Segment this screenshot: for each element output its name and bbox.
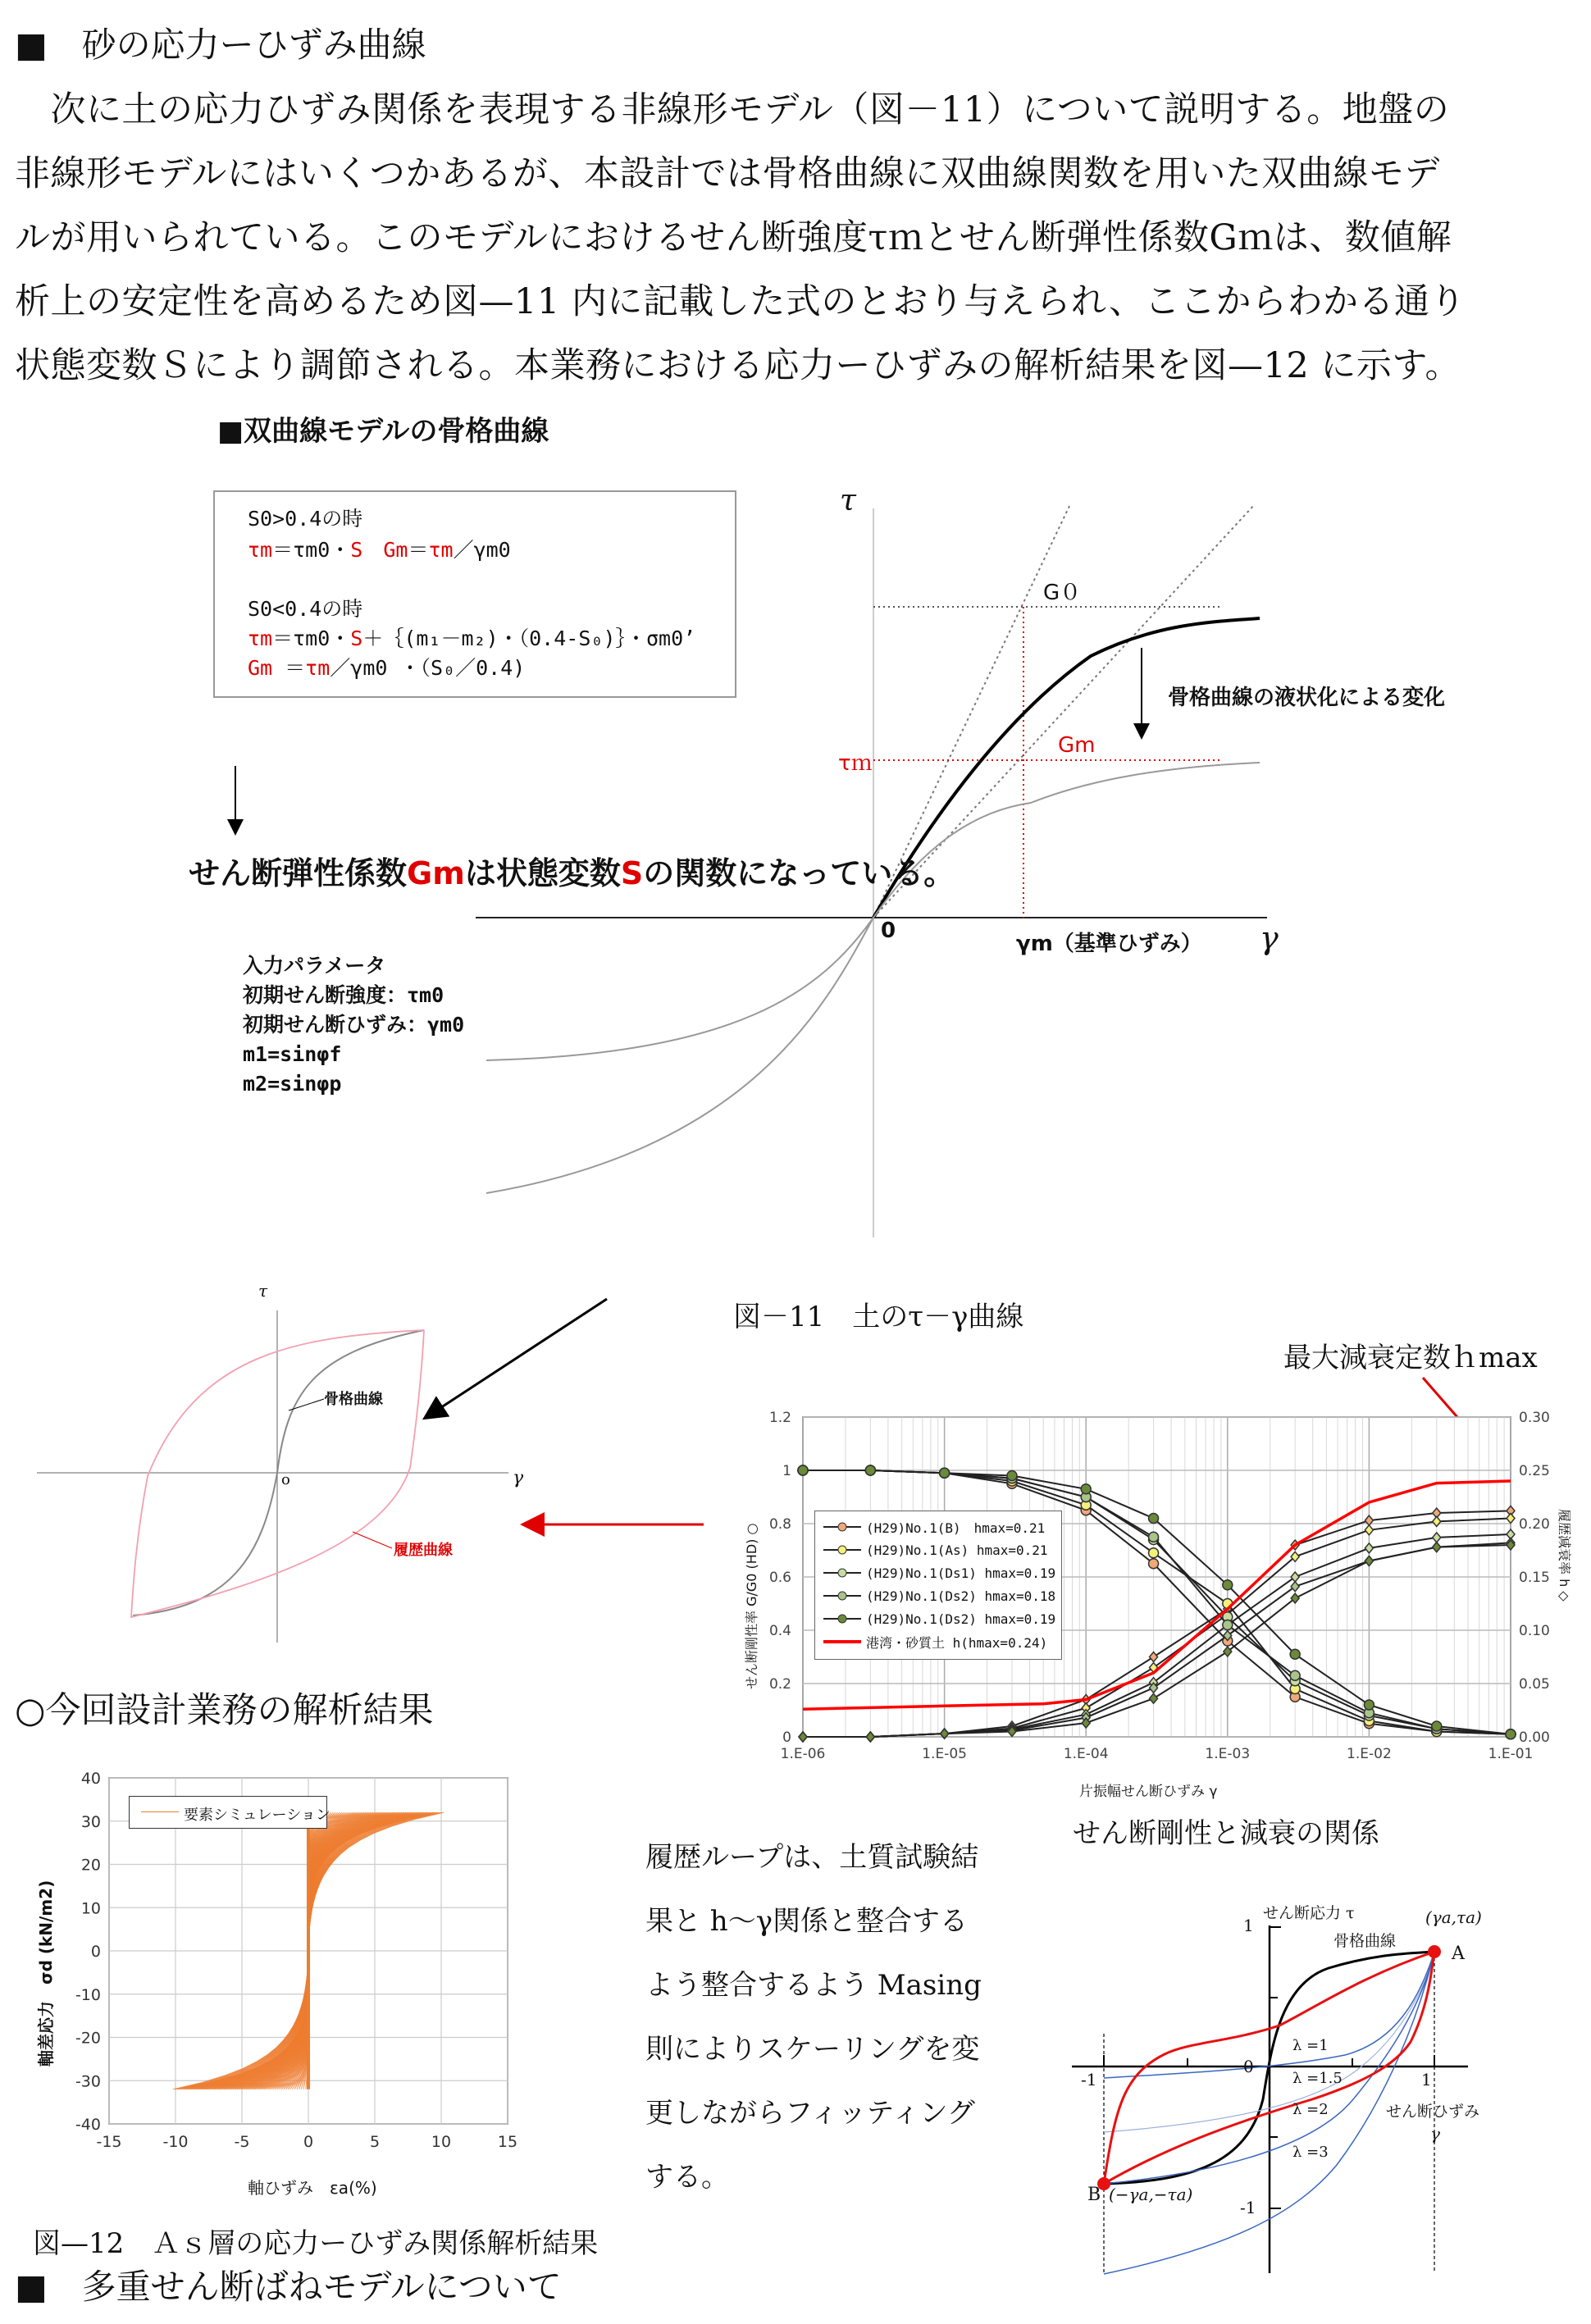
ss-y-axis-label: 軸差応力 σd (kN/m2) (36, 1880, 56, 2067)
legend-item (823, 1516, 1045, 1538)
x-tick-label: -5 (234, 2133, 250, 2151)
y-axis-label: せん断剛性率 G/G0 (HD) ○ (744, 1523, 759, 1689)
g-data-point (1506, 1729, 1516, 1739)
legend-swatch (823, 1521, 861, 1533)
statement-segment: の関数になっている。 (643, 855, 955, 891)
formula-segment (362, 538, 383, 562)
g-data-point (798, 1465, 808, 1475)
skeleton-curve-label: 骨格曲線 (324, 1391, 383, 1408)
formula-line (248, 597, 362, 622)
x-tick-label: -10 (162, 2133, 189, 2151)
g-data-point (1149, 1548, 1159, 1558)
masing-xtick: -1 (1081, 2070, 1097, 2089)
paragraph-line: 析上の安定性を高めるため図—11 内に記載した式のとおり与えられ、ここからわかる通り (15, 281, 1466, 322)
figure-subtitle: ■双曲線モデルの骨格曲線 (217, 415, 549, 448)
small-tau-label: τ (258, 1281, 268, 1301)
results-heading: ○今回設計業務の解析結果 (15, 1690, 434, 1731)
y-tick-label: 1.2 (768, 1410, 791, 1426)
y-tick-label: 0.2 (768, 1676, 791, 1693)
y2-tick-label: 0.05 (1519, 1676, 1550, 1693)
legend-swatch (823, 1613, 861, 1625)
point-b-label: B (1087, 2185, 1101, 2205)
masing-ytick: 1 (1243, 1916, 1254, 1935)
figure-11-caption: 図－11 土のτ－γ曲線 (733, 1301, 1024, 1333)
formula-segment: ＝τm0・ (272, 538, 351, 562)
input-param: m2=sinφp (243, 1072, 342, 1096)
g-data-point (1364, 1700, 1374, 1710)
formula-line (248, 507, 362, 531)
lambda-label: λ =2 (1292, 2101, 1329, 2118)
hmax-label: 最大減衰定数ｈmax (1283, 1342, 1538, 1374)
gamma-m-label: γm（基準ひずみ） (1016, 932, 1202, 956)
input-param: m1=sinφf (243, 1042, 342, 1066)
explanation-line: 履歴ループは、土質試験結 (645, 1841, 979, 1874)
ss-legend (129, 1796, 331, 1829)
explanation-line: 果と h～γ関係と整合する (645, 1905, 969, 1938)
legend-label: 港湾・砂質土 h(hmax=0.24) (866, 1634, 1048, 1651)
point-a-marker (1428, 1945, 1441, 1958)
y-tick-label: 20 (80, 1856, 101, 1875)
legend-swatch (823, 1567, 861, 1579)
masing-strain-axis: せん断ひずみ (1386, 2103, 1480, 2121)
x-tick-label: 1.E-05 (922, 1746, 967, 1762)
formula-segment: ＝τm0・ (272, 627, 351, 650)
y2-tick-label: 0.25 (1519, 1463, 1550, 1479)
legend-swatch (823, 1637, 861, 1647)
formula-segment: S (350, 538, 363, 562)
lambda-label: λ =1 (1292, 2037, 1329, 2054)
masing-skeleton-label: 骨格曲線 (1333, 1932, 1397, 1950)
g-data-point (865, 1465, 875, 1475)
formula-segment: S0<0.4の時 (248, 597, 363, 621)
y-tick-label: 0 (782, 1729, 791, 1746)
x-axis-label: 片振幅せん断ひずみ γ (1079, 1784, 1218, 1800)
section-heading-2: ■ 多重せん断ばねモデルについて (15, 2267, 562, 2307)
g-data-point (1149, 1559, 1159, 1569)
masing-zero: 0 (1243, 2057, 1254, 2076)
g-data-point (1290, 1649, 1300, 1659)
formula-box (213, 490, 736, 698)
lambda-label: λ =1.5 (1292, 2070, 1343, 2087)
y-tick-label: -20 (75, 2029, 101, 2048)
formula-segment: ＋｛(m₁－m₂)・（0.4-S₀)｝・σm0’ (362, 627, 696, 650)
origin-label: 0 (881, 918, 896, 943)
point-a-label: A (1452, 1944, 1465, 1964)
formula-line (248, 538, 511, 563)
gamma-axis-label: γ (1260, 920, 1279, 956)
explanation-line: する。 (645, 2161, 729, 2194)
x-tick-label: 1.E-01 (1488, 1746, 1534, 1762)
explanation-line: 更しながらフィッティング (645, 2097, 975, 2130)
formula-segment: S (350, 627, 363, 650)
point-a-coord: (γa,τa) (1425, 1907, 1482, 1927)
legend-label: 要素シミュレーション (184, 1807, 331, 1824)
explanation-line: よう整合するよう Masing (645, 1969, 982, 2002)
input-param: 初期せん断ひずみ：γm0 (243, 1013, 465, 1037)
x-tick-label: 1.E-02 (1347, 1746, 1392, 1762)
legend-swatch (823, 1544, 861, 1556)
formula-segment: ／γm0 (453, 538, 511, 562)
chart-legend (814, 1511, 1062, 1660)
y-tick-label: -10 (75, 1985, 101, 2004)
formula-segment: ＝ (408, 538, 429, 562)
formula-line (248, 627, 695, 651)
masing-tau-axis: せん断応力 τ (1263, 1904, 1355, 1922)
y2-tick-label: 0.10 (1519, 1623, 1550, 1639)
chart-caption: せん断剛性と減衰の関係 (1073, 1817, 1379, 1850)
hysteresis-diagram (37, 1299, 704, 1643)
formula-segment: τm (248, 627, 273, 650)
skeleton-pointer-arrow (426, 1299, 607, 1417)
tau-axis-label: τ (840, 484, 856, 517)
legend-item (823, 1585, 1055, 1606)
statement-segment: は状態変数 (464, 855, 621, 891)
negative-branch-1 (486, 918, 873, 1060)
y-tick-label: 0.6 (768, 1570, 791, 1586)
y2-tick-label: 0.15 (1519, 1570, 1550, 1586)
formula-segment: S0>0.4の時 (248, 507, 363, 531)
g-data-point (1432, 1721, 1442, 1731)
masing-ytick: -1 (1240, 2198, 1256, 2217)
g-data-point (1007, 1471, 1017, 1481)
input-parameters (243, 951, 464, 1099)
liquefied-curve (873, 763, 1260, 918)
g-data-point (1149, 1532, 1159, 1542)
y-tick-label: 30 (80, 1812, 101, 1831)
x-tick-label: 15 (497, 2133, 518, 2151)
legend-label: (H29)No.1(Ds1) hmax=0.19 (866, 1565, 1056, 1581)
y-tick-label: -40 (75, 2116, 101, 2134)
explanation-line: 則によりスケーリングを変 (645, 2033, 980, 2066)
negative-branch-2 (486, 918, 873, 1193)
legend-label: (H29)No.1(As) hmax=0.21 (866, 1542, 1048, 1558)
legend-item (823, 1608, 1055, 1629)
paragraph-line: ルが用いられている。このモデルにおけるせん断強度τｍとせん断弾性係数Gｍは、数値解 (15, 217, 1452, 258)
y-tick-label: 0.4 (768, 1623, 791, 1639)
g-data-point (1223, 1620, 1233, 1630)
gm-label: Gm (1058, 733, 1096, 758)
legend-item (823, 1539, 1048, 1561)
formula-segment: τm (305, 656, 331, 680)
y-tick-label: 40 (80, 1770, 101, 1788)
g0-label: G０ (1043, 581, 1082, 605)
x-tick-label: 0 (303, 2133, 314, 2151)
y2-tick-label: 0.20 (1519, 1516, 1550, 1533)
x-tick-label: -15 (96, 2133, 122, 2151)
paragraph-line: 次に土の応力ひずみ関係を表現する非線形モデル（図－11）について説明する。地盤の (15, 89, 1450, 130)
section-heading: ■ 砂の応力ーひずみ曲線 (15, 25, 426, 65)
legend-swatch (141, 1811, 179, 1812)
liquefaction-note: 骨格曲線の液状化による変化 (1168, 686, 1446, 710)
formula-segment: τm (428, 538, 454, 562)
lambda-label: λ =3 (1292, 2144, 1329, 2161)
statement-segment: せん断弾性係数 (189, 855, 408, 891)
legend-label: (H29)No.1(Ds2) hmax=0.18 (866, 1588, 1056, 1604)
legend-swatch (823, 1590, 861, 1602)
y-tick-label: -30 (75, 2072, 101, 2091)
formula-segment: Gm (383, 538, 408, 562)
g-data-point (1081, 1484, 1091, 1494)
legend-label: (H29)No.1(Ds2) hmax=0.19 (866, 1611, 1056, 1627)
small-origin-label: o (281, 1471, 290, 1488)
y-tick-label: 0.8 (768, 1516, 791, 1533)
paragraph-line: 状態変数Ｓにより調節される。本業務における応力ーひずみの解析結果を図—12 に示す。 (15, 345, 1461, 386)
x-tick-label: 1.E-06 (780, 1746, 826, 1762)
small-gamma-label: γ (513, 1468, 524, 1488)
ss-x-axis-label: 軸ひずみ εa(%) (248, 2178, 377, 2198)
input-param: 初期せん断強度：τm0 (243, 983, 444, 1007)
g-data-point (1223, 1580, 1233, 1590)
gm-statement (189, 848, 955, 893)
legend-item (823, 1631, 1047, 1652)
y2-tick-label: 0.00 (1519, 1729, 1550, 1746)
legend-label: (H29)No.1(B) hmax=0.21 (866, 1520, 1046, 1536)
y2-axis-label: 履歴減衰率 h ◇ (1557, 1509, 1572, 1602)
y-tick-label: 1 (782, 1463, 791, 1479)
input-param: 入力パラメータ (243, 954, 386, 977)
paragraph-line: 非線形モデルにはいくつかあるが、本設計では骨格曲線に双曲線関数を用いた双曲線モデ (15, 153, 1440, 194)
statement-segment: S (620, 855, 644, 891)
formula-segment: τm (248, 538, 273, 562)
g-data-point (1290, 1670, 1300, 1680)
statement-segment: Gm (407, 855, 465, 891)
g-data-point (940, 1468, 950, 1478)
formula-line (248, 656, 525, 681)
y-tick-label: 10 (80, 1899, 101, 1918)
explanation-text (645, 1825, 982, 2209)
figure-12-caption: 図—12 Ａｓ層の応力ーひずみ関係解析結果 (33, 2227, 599, 2260)
formula-segment: ／γm0 ・（S₀／0.4) (330, 656, 526, 680)
hysteresis-curve-label: 履歴曲線 (394, 1542, 453, 1559)
y2-tick-label: 0.30 (1519, 1410, 1550, 1426)
x-tick-label: 1.E-03 (1205, 1746, 1251, 1762)
masing-gamma: γ (1430, 2124, 1440, 2144)
x-tick-label: 5 (369, 2133, 381, 2151)
y-tick-label: 0 (90, 1943, 101, 1961)
masing-xtick: 1 (1421, 2070, 1432, 2089)
formula-segment: ＝ (272, 656, 306, 680)
legend-item (823, 1562, 1055, 1584)
tau-m-label: τｍ (838, 751, 873, 776)
x-tick-label: 1.E-04 (1063, 1746, 1109, 1762)
x-tick-label: 10 (431, 2133, 452, 2151)
point-b-coord: (−γa,−τa) (1109, 2185, 1193, 2204)
g-data-point (1149, 1514, 1159, 1524)
formula-segment: Gm (248, 656, 273, 680)
